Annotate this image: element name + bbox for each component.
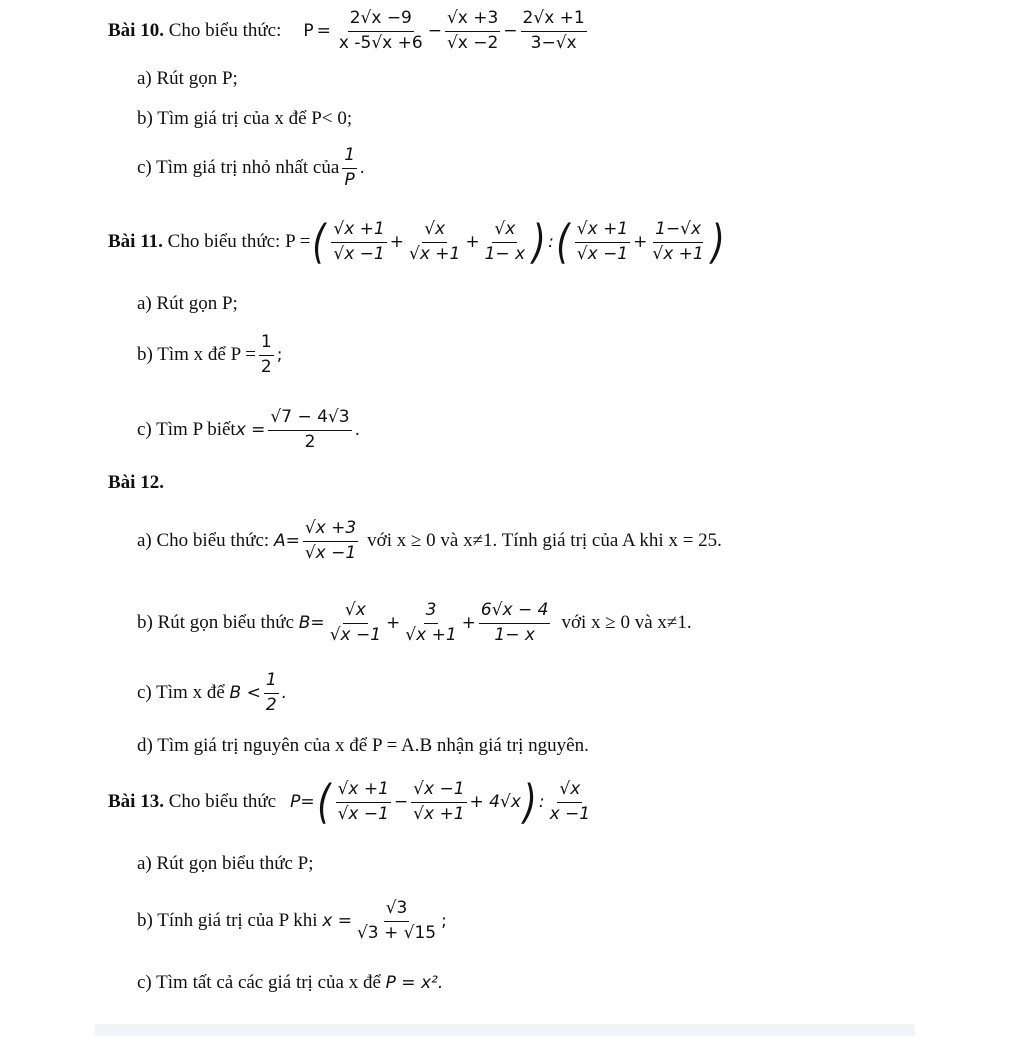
- b10-fraction-1: $\frac{2√x -9}{x -5√x +6}$: [338, 7, 423, 53]
- b12-a-expression: A= $\frac{√x +3}{√x -1}$: [273, 517, 357, 563]
- b12-item-c: c) Tìm x để B < $\frac{1}{2}$ .: [137, 669, 288, 715]
- b11-c-expression: x = $\frac{√7 - 4√3}{2}$ .: [235, 406, 360, 452]
- b11-title: Bài 11.: [108, 231, 163, 252]
- b11-intro: Cho biểu thức: P =: [167, 231, 311, 252]
- b10-item-c: c) Tìm giá trị nhỏ nhất của $\frac{1}{P}$ .: [137, 144, 366, 190]
- b10-heading-line: [108, 0, 590, 62]
- b11-item-c: c) Tìm P biết x = $\frac{√7 - 4√3}{2}$ .: [137, 406, 360, 452]
- b12-b-condition: với x ≥ 0 và x≠1.: [561, 612, 692, 633]
- b12-item-d: d) Tìm giá trị nguyên của x để P = A.B nhận giá trị nguyên.: [137, 735, 589, 756]
- b12-a-condition: với x ≥ 0 và x≠1. Tính giá trị của A khi x = 25.: [367, 530, 722, 551]
- b13-item-a: a) Rút gọn biểu thức P;: [137, 853, 314, 874]
- b11-heading-line: [108, 208, 727, 276]
- b13-c-expression: P = x².: [385, 973, 444, 993]
- b12-item-a: a) Cho biểu thức: A= $\frac{√x +3}{√x -1}$ với x ≥ 0 và x≠1. Tính giá trị của A khi x = 25.: [137, 517, 722, 563]
- b13-title: Bài 13.: [108, 791, 164, 812]
- b10-fraction-3: $\frac{2√x +1}{3-√x}$: [522, 7, 585, 53]
- b12-title: Bài 12.: [108, 472, 164, 493]
- b13-intro: Cho biểu thức: [168, 791, 277, 812]
- b12-c-expression: B < $\frac{1}{2}$ .: [229, 669, 288, 715]
- b12-b-expression: B= $\frac{√x}{√x -1}$ + $\frac{3}{√x +1}$ + $\frac{6√x - 4}{1- x}$: [298, 599, 549, 645]
- b12-heading-line: [108, 468, 164, 498]
- b12-item-b: b) Rút gọn biểu thức B= $\frac{√x}{√x -1}$ + $\frac{3}{√x +1}$ + $\frac{6√x - 4}{1- x}$ với x ≥ 0 và x≠1.: [137, 599, 692, 645]
- b11-item-a: a) Rút gọn P;: [137, 293, 238, 314]
- b13-b-expression: x = $\frac{√3}{√3 + √15}$ ;: [322, 897, 447, 943]
- b11-item-b: b) Tìm x để P = $\frac{1}{2}$ ;: [137, 331, 283, 377]
- b13-item-b: b) Tính giá trị của P khi x = $\frac{√3}{√3 + √15}$ ;: [137, 897, 447, 943]
- b11-expression: ( $\frac{√x +1}{√x -1}$ + $\frac{√x}{√x +1}$ + $\frac{√x}{1- x}$ ) : ( $\frac{√x +1}{√x -1}$ + $\frac{1-√x}{√x +1}$ ): [312, 215, 725, 269]
- b13-item-c: c) Tìm tất cả các giá trị của x để P = x².: [137, 972, 444, 993]
- b13-expression: P= ( $\frac{√x +1}{√x -1}$ − $\frac{√x -1}{√x +1}$ + 4√x ) : $\frac{√x}{x -1}$: [290, 775, 591, 829]
- b10-c-fraction: $\frac{1}{P}$ .: [344, 144, 366, 190]
- b10-item-a: a) Rút gọn P;: [137, 68, 238, 89]
- page-bottom-strip: [95, 1024, 915, 1036]
- b10-fraction-2: $\frac{√x +3}{√x -2}$: [446, 7, 499, 53]
- b10-expression: P = $\frac{2√x -9}{x -5√x +6}$ − $\frac{√x +3}{√x -2}$ − $\frac{2√x +1}{3-√x}$: [303, 7, 585, 53]
- b10-title: Bài 10.: [108, 20, 164, 41]
- b10-intro: Cho biểu thức:: [168, 20, 282, 41]
- b11-b-fraction: $\frac{1}{2}$ ;: [260, 331, 283, 377]
- b10-item-b: b) Tìm giá trị của x để P< 0;: [137, 108, 353, 129]
- b13-heading-line: [108, 766, 595, 838]
